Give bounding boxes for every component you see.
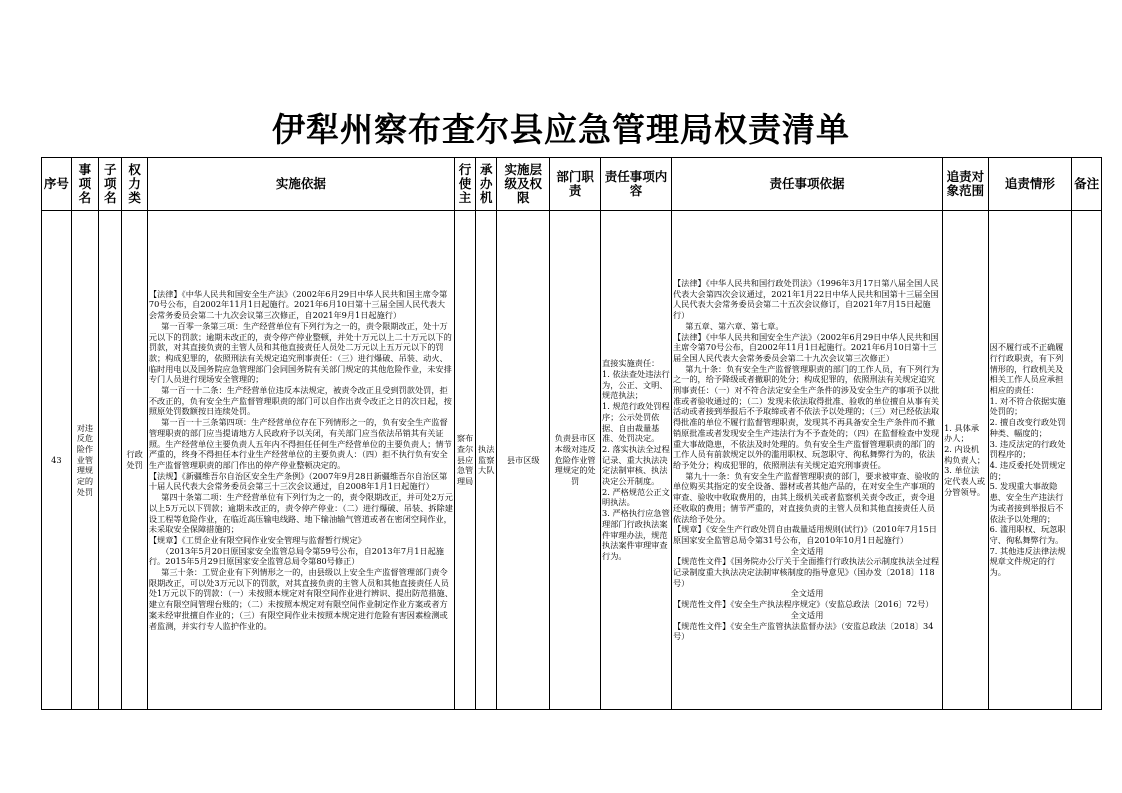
basis-paragraph: 【法规】《新疆维吾尔自治区安全生产条例》（2007年9月28日新疆维吾尔自治区第十届人民代表大会常务委员会第三十三次会议通过，自2008年1月1日起施行） [148, 470, 448, 492]
cell-resp-basis [671, 211, 942, 710]
cell-subject: 察布查尔县应急管理局 [454, 211, 475, 710]
accountable-case-line: 7. 其他违反法律法规规章文件规定的行为。 [989, 545, 1066, 578]
resp-basis-paragraph: 【规范性文件】《国务院办公厅关于全面推行行政执法公示制度执法全过程记录制度重大执法决定法制审核制度的指导意见》（国办发〔2018〕118号） [672, 556, 940, 588]
resp-basis-paragraph: 全文适用 [790, 545, 824, 556]
header-subitem: 子项名 [99, 158, 122, 211]
header-resp-basis: 责任事项依据 [671, 158, 942, 211]
header-remarks: 备注 [1072, 158, 1102, 211]
resp-content-line: 1. 规范行政处罚程序；公示处罚依据、自由裁量基准、处罚决定。 [602, 401, 670, 444]
resp-content-line: 2. 落实执法全过程记录、重大执法决定法制审核、执法决定公开制度。 [602, 443, 670, 487]
accountable-case-line: 4. 违反委托处罚规定的； [989, 460, 1066, 481]
cell-subitem [99, 211, 122, 710]
header-level: 实施层级及权限 [497, 158, 550, 211]
accountable-scope-line: 2. 内设机构负责人； [944, 443, 986, 465]
table-row [42, 211, 1102, 710]
header-resp-content: 责任事项内容 [601, 158, 672, 211]
basis-paragraph: 第三十条：工贸企业有下列情形之一的，由县级以上安全生产监督管理部门责令限期改正，可以处3万元以下的罚款，对其直接负责的主管人员和其他直接责任人员处1万元以下的罚款：（一）未按照本规定对有限空间作业进行辨识、提出防范措施、建立有限空间管理台账的；（二）未按照本规定对有限空间作业制定作业方案或者方案未经审批擅自作业的；（三）有限空间作业未按照本规定进行危险有害因素检测或者监测，并实行专人监护作业的。 [148, 567, 453, 631]
cell-handler: 执法监察大队 [476, 211, 497, 710]
cell-accountable-cases [988, 211, 1072, 710]
basis-paragraph: 【法律】《中华人民共和国安全生产法》（2002年6月29日中华人民共和国主席令第70号公布，自2002年11月1日起施行。2021年6月10日第十三届全国人民代表大会常务委员会第二十九次会议第三次修正，自2021年9月1日起施行） [148, 288, 448, 321]
header-subject: 行使主 [454, 158, 475, 211]
header-seq: 序号 [42, 158, 72, 211]
resp-basis-paragraph: 全文适用 [790, 609, 824, 620]
resp-content-line: 1. 依法查处违法行为，公正、文明、规范执法； [602, 369, 670, 401]
header-accountable-scope: 追责对象范围 [943, 158, 989, 211]
accountable-case-line: 6. 滥用职权、玩忽职守、徇私舞弊行为。 [989, 524, 1066, 545]
responsibility-table [41, 157, 1102, 710]
resp-content-line: 3. 严格执行应急管理部门行政执法案件审理办法，规范执法案件审理审查行为。 [602, 508, 670, 561]
page-title: 伊犁州察布查尔县应急管理局权责清单 [272, 110, 850, 149]
cell-item: 对违反危险作业管理规定的处罚 [71, 211, 99, 710]
accountable-case-line: 2. 擅自改变行政处罚种类、幅度的； [989, 417, 1066, 438]
accountable-scope-line: 1. 具体承办人； [944, 422, 980, 444]
accountable-case-line: 5. 发现重大事故隐患、安全生产违法行为或者接到举报后不依法予以处理的； [989, 481, 1064, 524]
cell-remarks [1072, 211, 1102, 710]
resp-content-line: 2. 严格规范公正文明执法。 [602, 486, 670, 508]
accountable-case-line: 因不履行或不正确履行行政职责，有下列情形的，行政机关及相关工作人员应承担相应的责任： [989, 342, 1064, 396]
resp-basis-paragraph: 全文适用 [790, 588, 824, 599]
basis-paragraph: 【规章】《工贸企业有限空间作业安全管理与监督暂行规定》 [148, 534, 366, 545]
cell-category: 行政处罚 [122, 211, 147, 710]
basis-paragraph: 第一百零一条第三项：生产经营单位有下列行为之一的，责令限期改正，处十万元以下的罚款；逾期未改正的，责令停产停业整顿，并处十万元以上二十万元以下的罚款，对其直接负责的主管人员和其他直接责任人员处二万元以上五万元以下的罚款；构成犯罪的，依照刑法有关规定追究刑事责任：（三）进行爆破、吊装、动火、临时用电以及国务院应急管理部门会同国务院有关部门规定的其他危险作业，未安排专门人员进行现场安全管理的； [148, 320, 452, 385]
cell-resp-content [601, 211, 672, 710]
cell-basis [147, 211, 454, 710]
header-item: 事项名 [71, 158, 99, 211]
table-header-row [42, 158, 1102, 211]
cell-dept-duty: 负责县市区本级对违反危险作业管理规定的处罚 [550, 211, 601, 710]
resp-basis-paragraph: 【法律】《中华人民共和国行政处罚法》（1996年3月17日第八届全国人民代表大会第四次会议通过，2021年1月22日中华人民共和国第十三届全国人民代表大会常务委员会第二十五次会议修订，自2021年7月15日起施行） [672, 278, 939, 321]
accountable-case-line: 3. 违反法定的行政处罚程序的； [989, 438, 1066, 460]
header-category: 权力类 [122, 158, 147, 211]
resp-basis-paragraph: 【规范性文件】《安全生产执法程序规定》（安监总政法〔2016〕72号） [672, 599, 934, 610]
resp-basis-paragraph: 第五章、第六章、第七章。 [685, 320, 784, 331]
basis-paragraph: （2013年5月20日原国家安全监管总局令第59号公布，自2013年7月1日起施行。2015年5月29日原国家安全监管总局令第80号修正） [148, 545, 444, 567]
header-accountable-cases: 追责情形 [988, 158, 1072, 211]
header-dept-duty: 部门职责 [550, 158, 601, 211]
accountable-scope-line: 3. 单位法定代表人或分管领导。 [944, 465, 986, 497]
resp-content-line: 直接实施责任： [602, 358, 660, 369]
header-basis: 实施依据 [147, 158, 454, 211]
cell-level: 县市区级 [497, 211, 550, 710]
resp-basis-paragraph: 【法律】《中华人民共和国安全生产法》（2002年6月29日中华人民共和国主席令第70号公布，自2002年11月1日起施行。2021年6月10日第十三届全国人民代表大会常务委员会第二十九次会议第三次修正） [672, 331, 939, 363]
header-handler: 承办机 [476, 158, 497, 211]
cell-seq: 43 [42, 211, 72, 710]
accountable-case-line: 1. 对不符合依据实施处罚的； [989, 395, 1066, 417]
cell-accountable-scope [943, 211, 989, 710]
resp-basis-paragraph: 第九十一条：负有安全生产监督管理职责的部门，要求被审查、验收的单位购买其指定的安全设备、器材或者其他产品的，在对安全生产事项的审查、验收中收取费用的，由其上级机关或者监察机关责令改正，责令退还收取的费用；情节严重的，对直接负责的主管人员和其他直接责任人员依法给予处分。 [672, 470, 940, 524]
resp-basis-paragraph: 【规范性文件】《安全生产监管执法监督办法》（安监总政法〔2018〕34号） [672, 620, 934, 642]
resp-basis-paragraph: 第九十条：负有安全生产监督管理职责的部门的工作人员，有下列行为之一的，给予降级或者撤职的处分；构成犯罪的，依照刑法有关规定追究刑事责任：（一）对不符合法定安全生产条件的涉及安全生产的事项予以批准或者验收通过的；（二）发现未依法取得批准、验收的单位擅自从事有关活动或者接到举报后不予取缔或者不依法予以处理的；（三）对已经依法取得批准的单位不履行监督管理职责，发现其不再具备安全生产条件而不撤销原批准或者发现安全生产违法行为不予查处的；（四）在监督检查中发现重大事故隐患，不依法及时处理的。负有安全生产监督管理职责的部门的工作人员有前款规定以外的滥用职权、玩忽职守、徇私舞弊行为的，依法给予处分；构成犯罪的，依照刑法有关规定追究刑事责任。 [672, 363, 940, 470]
basis-paragraph: 第一百一十二条：生产经营单位违反本法规定，被责令改正且受到罚款处罚，拒不改正的，负有安全生产监督管理职责的部门可以自作出责令改正之日的次日起，按照原处罚数额按日连续处罚。 [148, 385, 452, 417]
basis-paragraph: 第一百一十三条第四项：生产经营单位存在下列情形之一的，负有安全生产监督管理职责的部门应当提请地方人民政府予以关闭，有关部门应当依法吊销其有关证照。生产经营单位主要负责人五年内不得担任任何生产经营单位的主要负责人；情节严重的，终身不得担任本行业生产经营单位的主要负责人：（四）拒不执行负有安全生产监督管理职责的部门作出的停产停业整顿决定的。 [148, 417, 452, 470]
resp-basis-paragraph: 【规章】《安全生产行政处罚自由裁量适用规则(试行)》（2010年7月15日原国家安全监管总局令第31号公布，自2010年10月1日起施行） [672, 524, 937, 545]
basis-paragraph: 第四十条第二项：生产经营单位有下列行为之一的，责令限期改正，并可处2万元以上5万元以下罚款；逾期未改正的，责令停产停业：（二）进行爆破、吊装、拆除建设工程等危险作业，在临近高压输电线路、地下输油输气管道或者在密闭空间作业，未采取安全保障措施的； [148, 492, 453, 535]
